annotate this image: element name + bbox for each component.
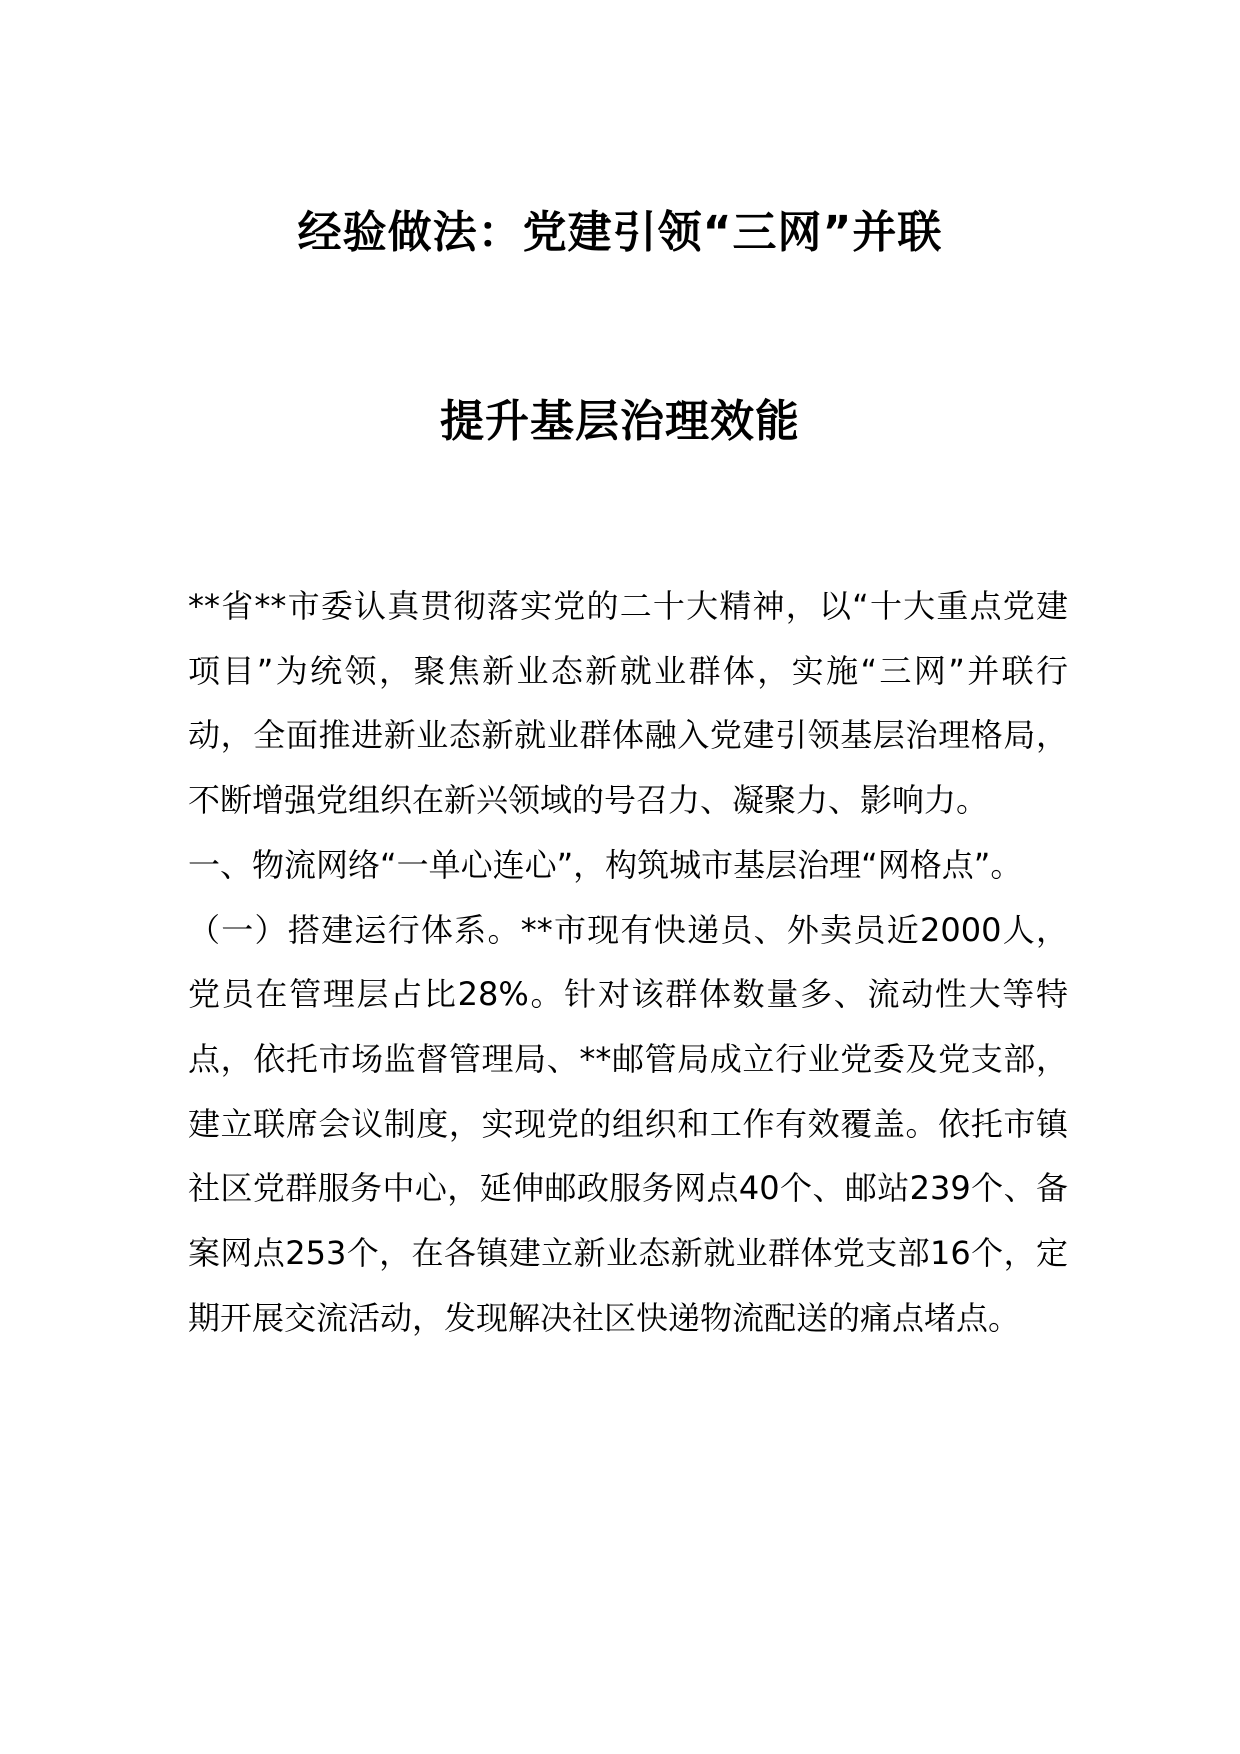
document-body [188,574,1068,1350]
intro-paragraph: **省**市委认真贯彻落实党的二十大精神，以“十大重点党建项目”为统领，聚焦新业态新就业群体，实施“三网”并联行动，全面推进新业态新就业群体融入党建引领基层治理格局，不断增强党组织在新兴领域的号召力、凝聚力、影响力。 [188,587,1068,820]
section-heading-1: 一、物流网络“一单心连心”，构筑城市基层治理“网格点”。 [188,845,1023,884]
document-title-line-1: 经验做法：党建引领“三网”并联 [297,207,943,258]
subsection-paragraph-1: （一）搭建运行体系。**市现有快递员、外卖员近2000人，党员在管理层占比28%。针对该群体数量多、流动性大等特点，依托市场监督管理局、**邮管局成立行业党委及党支部，建立联席会议制度，实现党的组织和工作有效覆盖。依托市镇社区党群服务中心，延伸邮政服务网点40个、邮站239个、备案网点253个，在各镇建立新业态新就业群体党支部16个，定期开展交流活动，发现解决社区快递物流配送的痛点堵点。 [188,910,1068,1337]
document-title-line-2: 提升基层治理效能 [440,396,800,447]
